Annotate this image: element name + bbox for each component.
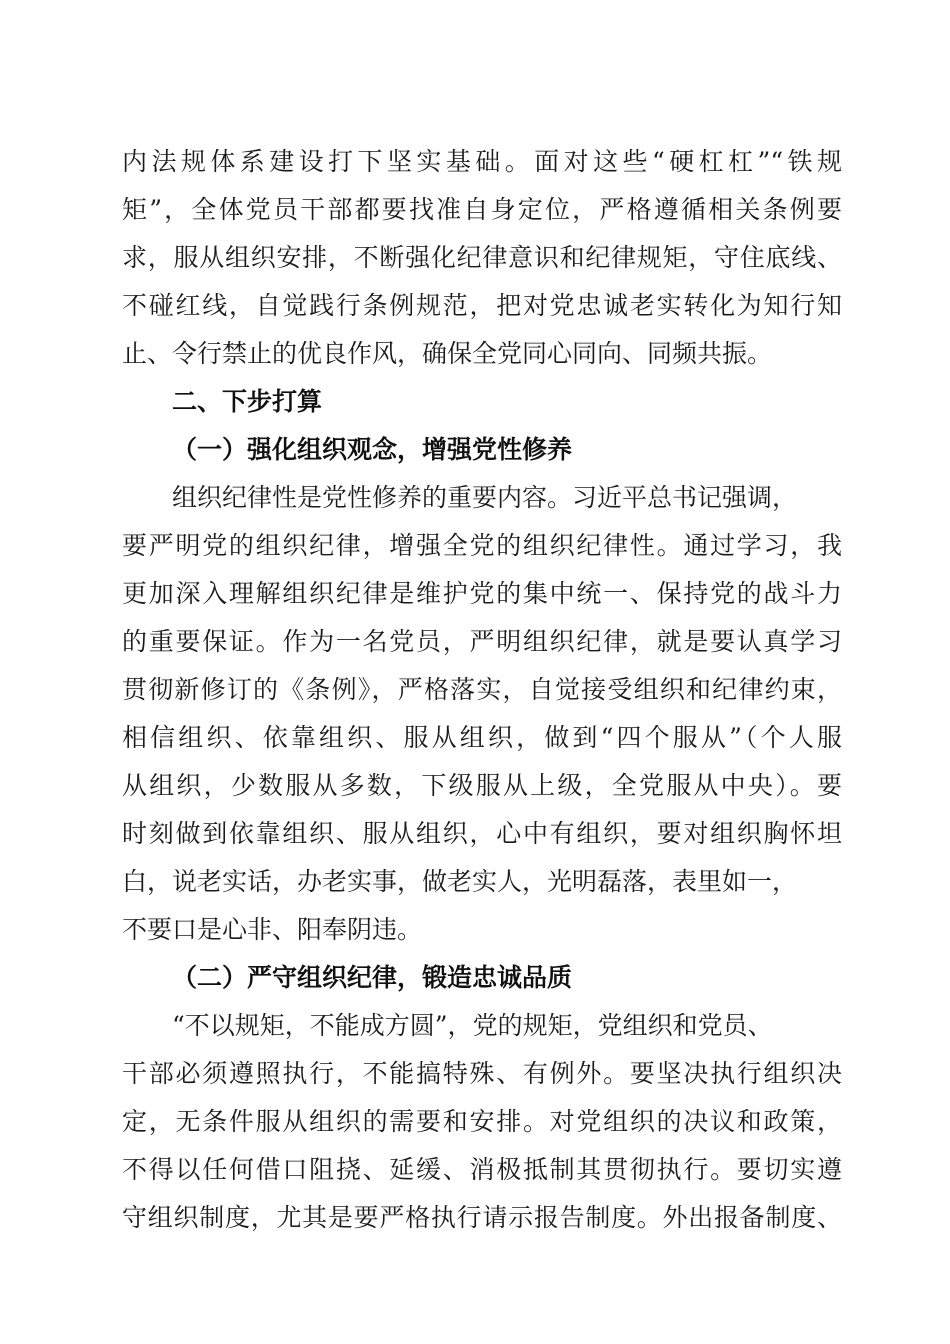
paragraph-1-line-2: 矩”，全体党员干部都要找准自身定位，严格遵循相关条例要 [122,195,842,224]
paragraph-2-line-7: 从组织，少数服从多数，下级服从上级，全党服从中央）。要 [122,771,842,800]
paragraph-2-line-6: 相信组织、依靠组织、服从组织，做到“四个服从”（个人服 [122,723,842,752]
paragraph-3-line-4: 不得以任何借口阻挠、延缓、消极抵制其贯彻执行。要切实遵 [122,1155,842,1184]
paragraph-2-line-4: 的重要保证。作为一名党员，严明组织纪律，就是要认真学习 [122,627,842,656]
paragraph-3-line-5: 守组织制度，尤其是要严格执行请示报告制度。外出报备制度、 [122,1203,842,1232]
paragraph-1-line-1: 内法规体系建设打下坚实基础。面对这些“硬杠杠”“铁规 [122,147,842,176]
paragraph-1-line-3: 求，服从组织安排，不断强化纪律意识和纪律规矩，守住底线、 [122,243,842,272]
paragraph-2-line-8: 时刻做到依靠组织、服从组织，心中有组织，要对组织胸怀坦 [122,819,842,848]
paragraph-2-line-10: 不要口是心非、阳奉阴违。 [122,915,423,944]
paragraph-3-line-3: 定，无条件服从组织的需要和安排。对党组织的决议和政策， [122,1107,842,1136]
paragraph-1-line-4: 不碰红线，自觉践行条例规范，把对党忠诚老实转化为知行知 [122,291,842,320]
paragraph-2-line-3: 更加深入理解组织纪律是维护党的集中统一、保持党的战斗力 [122,579,842,608]
paragraph-2-line-5: 贯彻新修订的《条例》，严格落实，自觉接受组织和纪律约束， [122,675,842,704]
section-heading-next-steps: 二、下步打算 [172,387,323,416]
paragraph-2-line-9: 白，说老实话，办老实事，做老实人，光明磊落，表里如一， [122,867,798,896]
paragraph-2-line-2: 要严明党的组织纪律，增强全党的组织纪律性。通过学习，我 [122,531,842,560]
paragraph-1-line-5: 止、令行禁止的优良作风，确保全党同心同向、同频共振。 [122,339,773,368]
paragraph-2-line-1: 组织纪律性是党性修养的重要内容。习近平总书记强调， [172,483,798,512]
paragraph-3-line-2: 干部必须遵照执行，不能搞特殊、有例外。要坚决执行组织决 [122,1059,842,1088]
paragraph-3-line-1: “不以规矩，不能成方圆”，党的规矩，党组织和党员、 [172,1011,773,1040]
subsection-heading-1: （一）强化组织观念，增强党性修养 [172,435,573,464]
subsection-heading-2: （二）严守组织纪律，锻造忠诚品质 [172,963,573,992]
